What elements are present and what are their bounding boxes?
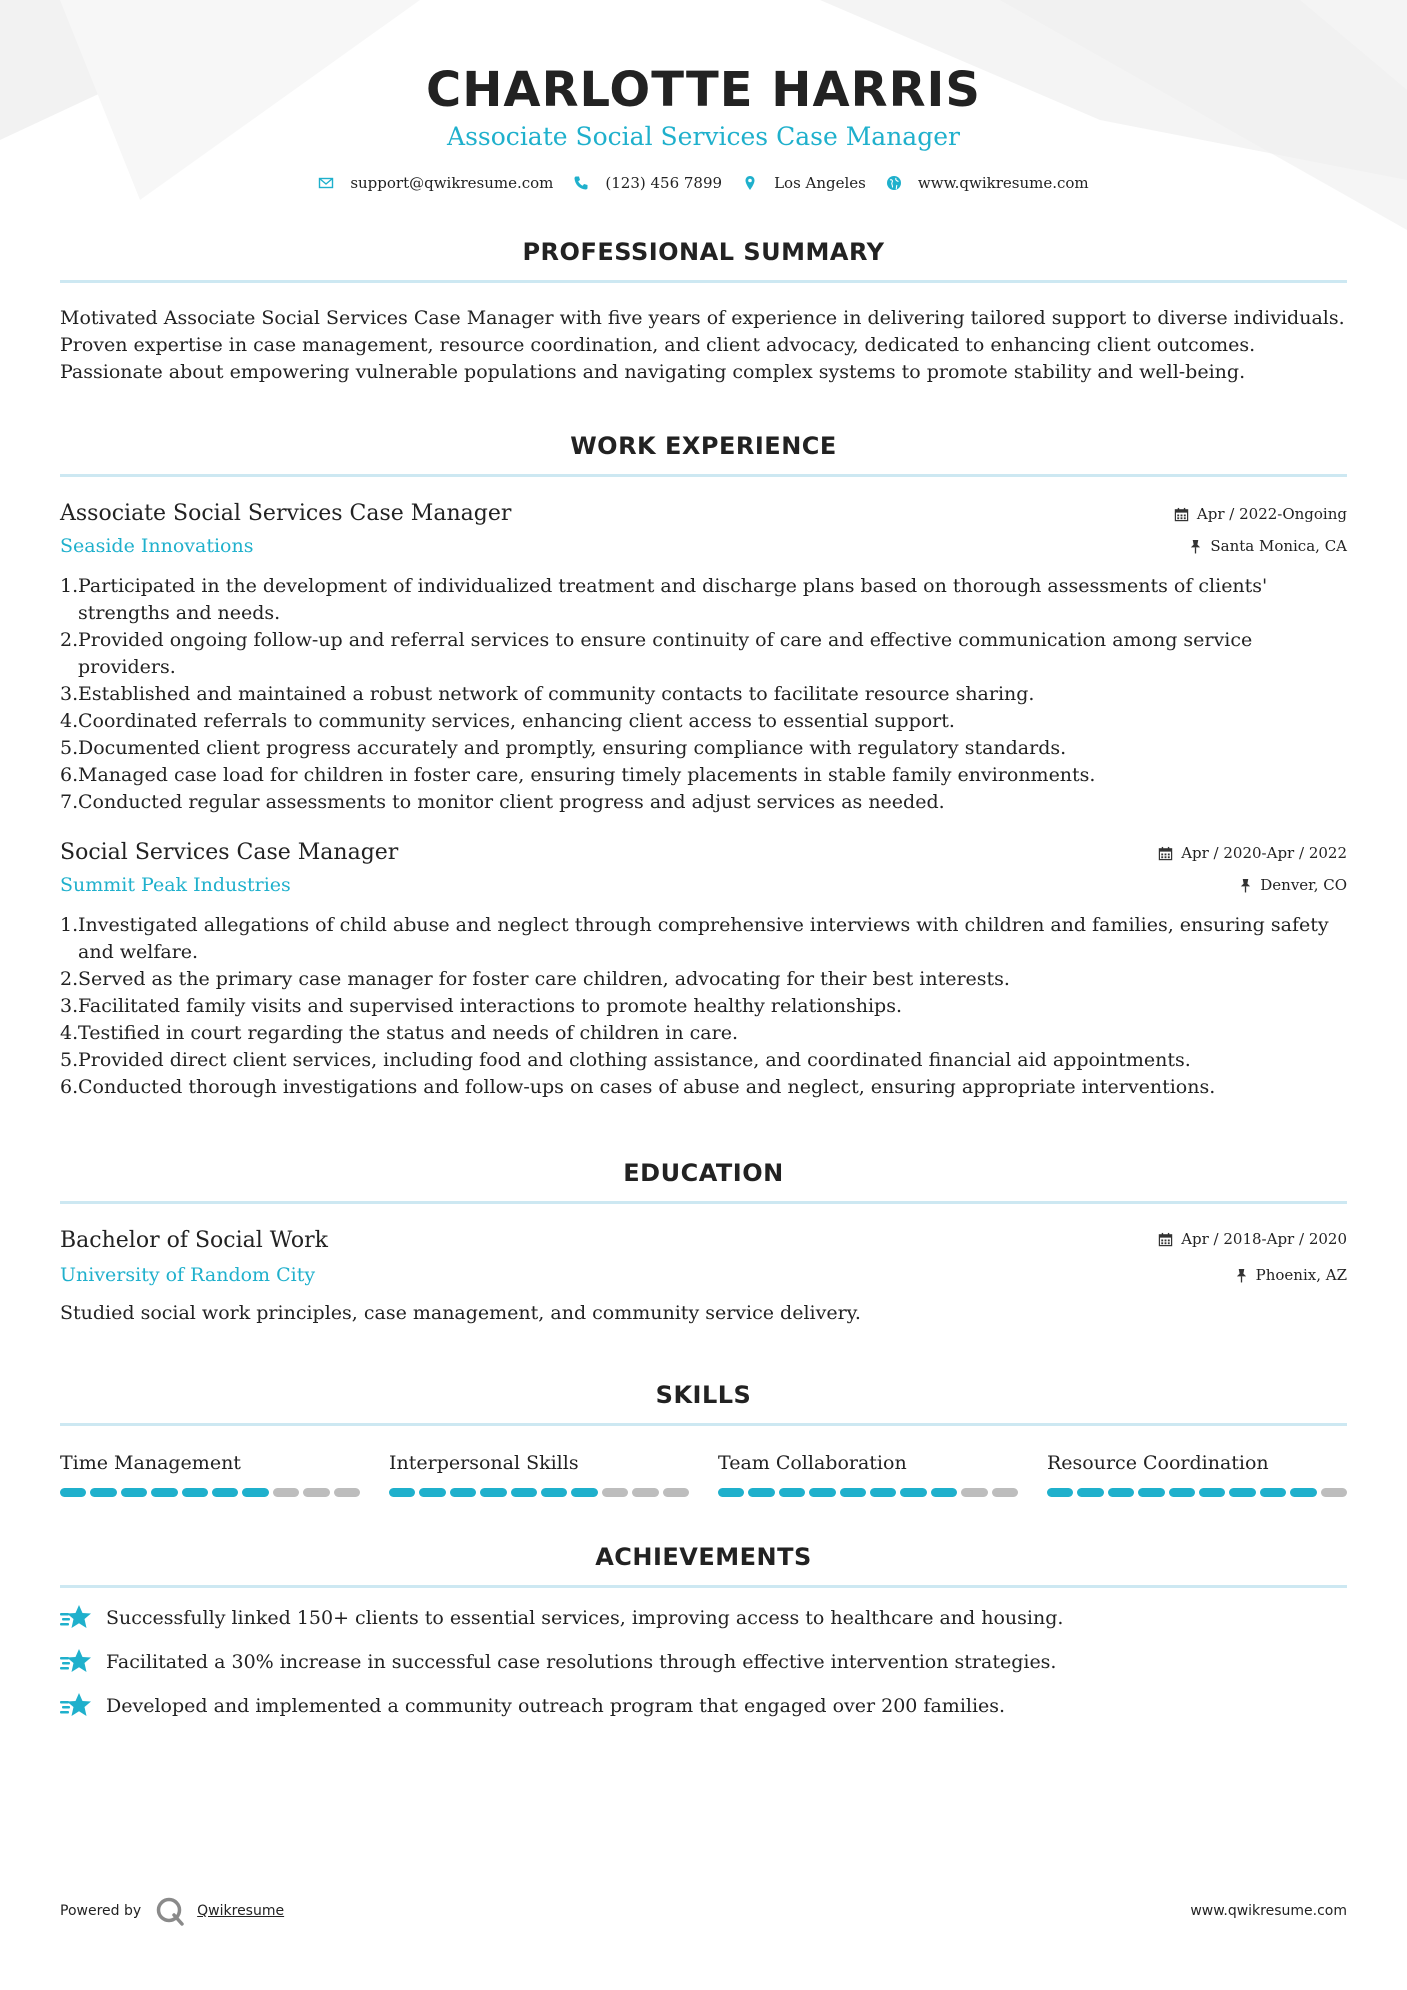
job-company: Summit Peak Industries <box>60 874 291 896</box>
skill-segment-empty <box>632 1488 658 1497</box>
pushpin-icon <box>1189 539 1202 554</box>
skill-segment-empty <box>663 1488 689 1497</box>
summary-divider <box>60 280 1347 283</box>
location-text: Los Angeles <box>774 174 866 192</box>
summary-text <box>60 305 1347 386</box>
job-location-text: Denver, CO <box>1260 876 1347 894</box>
envelope-icon <box>318 175 334 191</box>
skill-segment-filled <box>90 1488 116 1497</box>
candidate-title: Associate Social Services Case Manager <box>447 122 960 151</box>
pushpin-icon <box>1239 878 1252 893</box>
pushpin-icon <box>1235 1268 1248 1283</box>
experience-divider <box>60 474 1347 477</box>
skill-segment-empty <box>334 1488 360 1497</box>
summary-line: Motivated Associate Social Services Case Manager with five years of experience in delivering tailored support to diverse individuals. <box>60 307 1345 329</box>
job-dates-text: Apr / 2022-Ongoing <box>1196 505 1347 523</box>
skill-segment-filled <box>480 1488 506 1497</box>
skill-segment-filled <box>1260 1488 1286 1497</box>
contact-row <box>60 174 1347 192</box>
skill-segment-filled <box>870 1488 896 1497</box>
skill-segment-filled <box>840 1488 866 1497</box>
job-entry <box>60 838 1347 1101</box>
skill-segment-empty <box>961 1488 987 1497</box>
skill-level-bar <box>1047 1488 1347 1497</box>
achievements-heading: ACHIEVEMENTS <box>595 1543 812 1571</box>
list-item: 1. Investigated allegations of child abuse and neglect through comprehensive interviews with children and families, ensuring safety and welfare. <box>60 914 1329 963</box>
job-location <box>1174 536 1347 556</box>
footer <box>60 1896 1347 1926</box>
achievement-item <box>60 1648 1347 1676</box>
skill-segment-filled <box>182 1488 208 1497</box>
skill-level-bar <box>389 1488 689 1497</box>
job-role: Social Services Case Manager <box>60 840 399 865</box>
job-dates <box>1174 504 1347 524</box>
skill-segment-filled <box>1108 1488 1134 1497</box>
skill-segment-empty <box>1321 1488 1347 1497</box>
achievements-divider <box>60 1585 1347 1588</box>
achievements-section <box>60 1543 1347 1720</box>
skill-item <box>389 1450 689 1497</box>
skill-segment-filled <box>1229 1488 1255 1497</box>
skill-name: Interpersonal Skills <box>389 1452 579 1474</box>
education-dates <box>1158 1229 1347 1249</box>
phone-icon <box>573 175 589 191</box>
skill-segment-empty <box>602 1488 628 1497</box>
education-description: Studied social work principles, case management, and community service delivery. <box>60 1302 861 1324</box>
skill-level-bar <box>60 1488 360 1497</box>
skill-segment-filled <box>511 1488 537 1497</box>
job-role: Associate Social Services Case Manager <box>60 501 512 526</box>
list-item: 2. Served as the primary case manager for foster care children, advocating for their best interests. <box>60 968 1010 990</box>
skill-name: Time Management <box>60 1452 241 1474</box>
star-icon <box>60 1604 92 1632</box>
website-text: www.qwikresume.com <box>917 174 1089 192</box>
education-location-text: Phoenix, AZ <box>1255 1266 1347 1284</box>
skill-segment-filled <box>419 1488 445 1497</box>
star-icon <box>60 1648 92 1676</box>
skill-segment-filled <box>121 1488 147 1497</box>
skill-segment-filled <box>1138 1488 1164 1497</box>
skill-segment-filled <box>900 1488 926 1497</box>
achievement-text: Successfully linked 150+ clients to essential services, improving access to healthcare and housing. <box>106 1607 1064 1629</box>
skill-segment-filled <box>1077 1488 1103 1497</box>
skill-item <box>60 1450 360 1497</box>
list-item: 6. Conducted thorough investigations and follow-ups on cases of abuse and neglect, ensuring appropriate interventions. <box>60 1076 1216 1098</box>
job-company: Seaside Innovations <box>60 535 254 557</box>
list-item: 5. Documented client progress accurately and promptly, ensuring compliance with regulatory standards. <box>60 737 1067 759</box>
list-item: 3. Established and maintained a robust network of community contacts to facilitate resource sharing. <box>60 683 1035 705</box>
skill-name: Resource Coordination <box>1047 1452 1269 1474</box>
contact-email[interactable] <box>318 174 553 192</box>
achievement-text: Facilitated a 30% increase in successful case resolutions through effective intervention strategies. <box>106 1651 1057 1673</box>
powered-by-label: Powered by <box>60 1903 142 1919</box>
experience-section <box>60 432 1347 1101</box>
achievement-text: Developed and implemented a community outreach program that engaged over 200 families. <box>106 1695 1006 1717</box>
summary-heading: PROFESSIONAL SUMMARY <box>522 238 885 266</box>
achievement-item <box>60 1604 1347 1632</box>
list-item: 3. Facilitated family visits and supervised interactions to promote healthy relationships. <box>60 995 903 1017</box>
list-item: 4. Coordinated referrals to community services, enhancing client access to essential support. <box>60 710 955 732</box>
qwikresume-logo-icon <box>155 1896 185 1926</box>
globe-icon <box>886 175 902 191</box>
skill-segment-filled <box>389 1488 415 1497</box>
skill-segment-empty <box>992 1488 1018 1497</box>
education-section <box>60 1159 1347 1327</box>
job-entry <box>60 499 1347 816</box>
email-text: support@qwikresume.com <box>350 174 554 192</box>
list-item: 2. Provided ongoing follow-up and referral services to ensure continuity of care and effective communication among service providers. <box>60 629 1253 678</box>
skill-segment-filled <box>718 1488 744 1497</box>
skill-segment-filled <box>60 1488 86 1497</box>
skill-item <box>718 1450 1018 1497</box>
star-icon <box>60 1692 92 1720</box>
contact-location <box>742 174 866 192</box>
skill-segment-filled <box>779 1488 805 1497</box>
skill-segment-filled <box>748 1488 774 1497</box>
calendar-icon <box>1158 1232 1173 1247</box>
list-item: 5. Provided direct client services, including food and clothing assistance, and coordinated financial aid appointments. <box>60 1049 1191 1071</box>
education-degree: Bachelor of Social Work <box>60 1228 328 1253</box>
qwikresume-link[interactable]: Qwikresume <box>197 1903 285 1919</box>
contact-phone[interactable] <box>573 174 722 192</box>
job-location-text: Santa Monica, CA <box>1210 537 1347 555</box>
skill-segment-filled <box>541 1488 567 1497</box>
summary-section <box>60 238 1347 386</box>
skill-segment-filled <box>1047 1488 1073 1497</box>
resume-header <box>60 0 1347 192</box>
education-school: University of Random City <box>60 1264 316 1286</box>
skill-segment-filled <box>151 1488 177 1497</box>
skills-divider <box>60 1423 1347 1426</box>
job-dates-text: Apr / 2020-Apr / 2022 <box>1181 844 1347 862</box>
skill-segment-filled <box>450 1488 476 1497</box>
skill-item <box>1047 1450 1347 1497</box>
summary-line: Proven expertise in case management, resource coordination, and client advocacy, dedicated to enhancing client outcomes. <box>60 334 1256 356</box>
education-location <box>1158 1265 1347 1285</box>
achievement-item <box>60 1692 1347 1720</box>
skills-heading: SKILLS <box>655 1381 752 1409</box>
job-bullets <box>60 912 1347 1101</box>
candidate-name: CHARLOTTE HARRIS <box>426 62 981 118</box>
skill-name: Team Collaboration <box>718 1452 907 1474</box>
list-item: 4. Testified in court regarding the status and needs of children in care. <box>60 1022 738 1044</box>
list-item: 6. Managed case load for children in foster care, ensuring timely placements in stable family environments. <box>60 764 1096 786</box>
contact-website[interactable] <box>886 174 1089 192</box>
experience-heading: WORK EXPERIENCE <box>570 432 837 460</box>
education-divider <box>60 1201 1347 1204</box>
skill-segment-filled <box>1199 1488 1225 1497</box>
footer-website[interactable]: www.qwikresume.com <box>1190 1903 1347 1919</box>
skill-segment-empty <box>273 1488 299 1497</box>
skill-segment-empty <box>303 1488 329 1497</box>
skill-segment-filled <box>931 1488 957 1497</box>
skill-segment-filled <box>212 1488 238 1497</box>
skills-list <box>60 1450 1347 1497</box>
skill-segment-filled <box>1290 1488 1316 1497</box>
calendar-icon <box>1158 846 1173 861</box>
phone-text: (123) 456 7899 <box>605 174 723 192</box>
skill-segment-filled <box>571 1488 597 1497</box>
job-bullets <box>60 573 1347 816</box>
list-item: 7. Conducted regular assessments to monitor client progress and adjust services as needed. <box>60 791 945 813</box>
calendar-icon <box>1174 507 1189 522</box>
skill-segment-filled <box>242 1488 268 1497</box>
skill-segment-filled <box>809 1488 835 1497</box>
list-item: 1. Participated in the development of individualized treatment and discharge plans based on thorough assessments of clients' strengths and needs. <box>60 575 1268 624</box>
education-dates-text: Apr / 2018-Apr / 2020 <box>1181 1230 1347 1248</box>
education-heading: EDUCATION <box>623 1159 784 1187</box>
skill-segment-filled <box>1169 1488 1195 1497</box>
skill-level-bar <box>718 1488 1018 1497</box>
skills-section <box>60 1381 1347 1497</box>
job-dates <box>1158 843 1347 863</box>
job-location <box>1158 875 1347 895</box>
map-pin-icon <box>742 175 758 191</box>
summary-line: Passionate about empowering vulnerable populations and navigating complex systems to promote stability and well-being. <box>60 361 1246 383</box>
